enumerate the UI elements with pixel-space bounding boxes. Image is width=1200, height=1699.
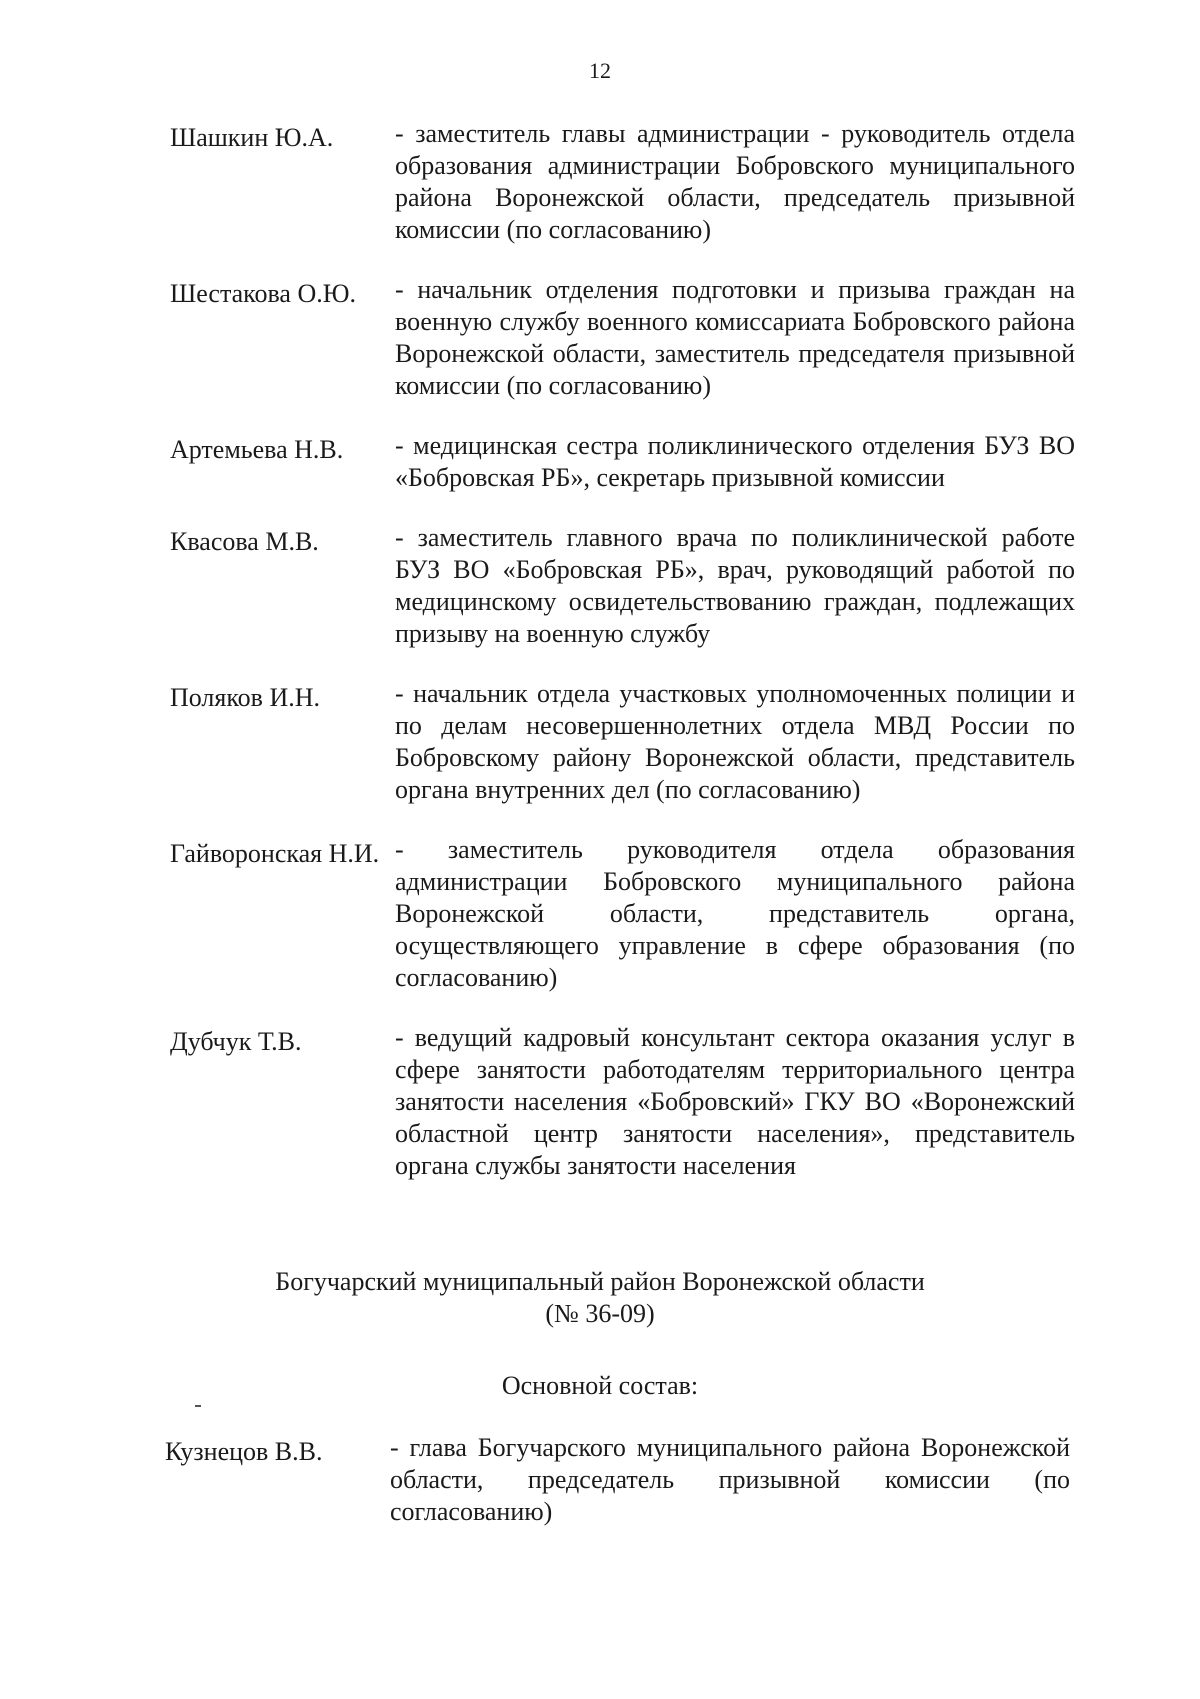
member-description: - ведущий кадровый консультант сектора оказания услуг в сфере занятости работодателям территориального центра занятости населения «Бобровский» ГКУ ВО «Воронежский областной центр занятости населения», представитель органа службы занятости населения xyxy=(395,1023,1075,1180)
district-code: (№ 36-09) xyxy=(545,1299,655,1328)
member-name: Квасова М.В. xyxy=(170,527,319,556)
member-name: Гайворонская Н.И. xyxy=(170,839,380,868)
member-entry xyxy=(170,1022,1075,1182)
member-entry xyxy=(170,430,1075,494)
district-title: Богучарский муниципальный район Воронежской области xyxy=(275,1267,925,1296)
member-list xyxy=(0,118,1200,1210)
composition-subtitle: Основной состав: xyxy=(501,1371,699,1400)
member-description: - глава Богучарского муниципального района Воронежской области, председатель призывной комиссии (по согласованию) xyxy=(390,1433,1070,1526)
member-entry xyxy=(170,274,1075,402)
member-entry xyxy=(170,118,1075,246)
member-name: Поляков И.Н. xyxy=(170,683,321,712)
member-name: Шашкин Ю.А. xyxy=(170,123,334,152)
member-description: - заместитель главного врача по поликлинической работе БУЗ ВО «Бобровская РБ», врач, руководящий работой по медицинскому освидетельствованию граждан, подлежащих призыву на военную службу xyxy=(395,523,1075,648)
section-heading xyxy=(0,1266,1200,1330)
member-entry xyxy=(170,522,1075,650)
member-entry xyxy=(165,1432,1070,1528)
member-name: Кузнецов В.В. xyxy=(165,1437,323,1466)
member-name: Артемьева Н.В. xyxy=(170,435,344,464)
page-number: 12 xyxy=(589,58,611,83)
scan-artifact xyxy=(195,1405,201,1407)
member-description: - заместитель руководителя отдела образования администрации Бобровского муниципального района Воронежской области, представитель органа, осуществляющего управление в сфере образования (по согласованию) xyxy=(395,835,1075,992)
main-composition-list xyxy=(0,1432,1200,1556)
member-entry xyxy=(170,678,1075,806)
member-description: - начальник отдела участковых уполномоченных полиции и по делам несовершеннолетних отдела МВД России по Бобровскому району Воронежской области, представитель органа внутренних дел (по согласованию) xyxy=(395,679,1075,804)
member-description: - начальник отделения подготовки и призыва граждан на военную службу военного комиссариата Бобровского района Воронежской области, заместитель председателя призывной комиссии (по согласованию) xyxy=(395,275,1075,400)
member-name: Дубчук Т.В. xyxy=(170,1027,302,1056)
member-entry xyxy=(170,834,1075,994)
member-description: - медицинская сестра поликлинического отделения БУЗ ВО «Бобровская РБ», секретарь призывной комиссии xyxy=(395,431,1075,492)
member-name: Шестакова О.Ю. xyxy=(170,279,356,308)
member-description: - заместитель главы администрации - руководитель отдела образования администрации Бобровского муниципального района Воронежской области, председатель призывной комиссии (по согласованию) xyxy=(395,119,1075,244)
